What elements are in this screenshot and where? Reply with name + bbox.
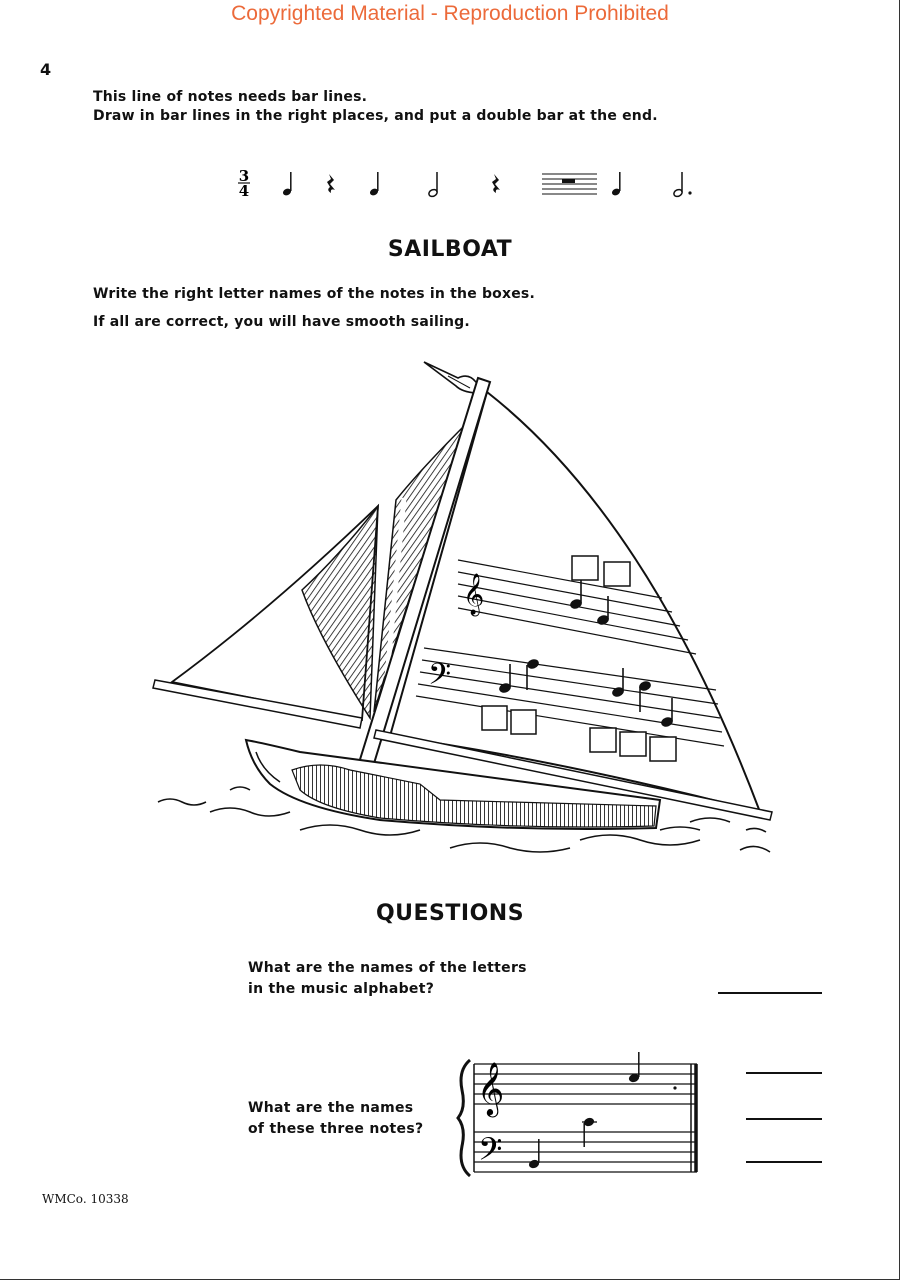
question-1-line-1: What are the names of the letters: [248, 960, 527, 976]
sailboat-illustration: [0, 350, 900, 870]
time-signature-top: 3: [238, 167, 250, 185]
sailboat-instruction-1: Write the right letter names of the notes in the boxes.: [93, 286, 535, 302]
copyright-watermark: Copyrighted Material - Reproduction Prohibited: [231, 2, 669, 25]
questions-title: QUESTIONS: [375, 901, 525, 926]
dotted-half-note-icon: [673, 172, 692, 198]
quarter-rest-icon: [327, 174, 335, 193]
answer-line-note-2[interactable]: [746, 1118, 822, 1120]
half-note-icon: [428, 172, 438, 198]
quarter-note-icon: [282, 172, 292, 197]
sailboat-title: SAILBOAT: [387, 237, 513, 262]
sailboat-instruction-2: If all are correct, you will have smooth sailing.: [93, 314, 470, 330]
bar-lines-instruction-2: Draw in bar lines in the right places, and put a double bar at the end.: [93, 108, 658, 124]
page-number: 4: [40, 60, 52, 79]
rhythm-exercise: [0, 160, 900, 220]
question-1-line-2: in the music alphabet?: [248, 981, 435, 997]
whole-rest-icon: [542, 174, 597, 194]
bass-clef-icon: 𝄢: [478, 1131, 503, 1175]
answer-line-note-1[interactable]: [746, 1072, 822, 1074]
treble-clef-icon: 𝄞: [463, 574, 485, 615]
question-1: [248, 958, 527, 1000]
question-2-line-2: of these three notes?: [248, 1121, 424, 1137]
grand-staff: [455, 1052, 715, 1182]
question-2-line-1: What are the names: [248, 1100, 414, 1116]
quarter-note-icon: [369, 172, 379, 197]
quarter-rest-icon: [492, 174, 500, 193]
time-signature-bottom: 4: [238, 182, 250, 200]
treble-clef-icon: 𝄞: [477, 1061, 505, 1115]
quarter-note-icon: [611, 172, 621, 197]
answer-line-note-3[interactable]: [746, 1161, 822, 1163]
bar-lines-instruction-1: This line of notes needs bar lines.: [93, 89, 368, 105]
question-2: [248, 1098, 423, 1140]
brace-icon: [458, 1060, 470, 1176]
catalog-number: WMCo. 10338: [42, 1192, 129, 1206]
bass-clef-icon: 𝄢: [428, 658, 452, 699]
answer-line-q1[interactable]: [718, 992, 822, 994]
